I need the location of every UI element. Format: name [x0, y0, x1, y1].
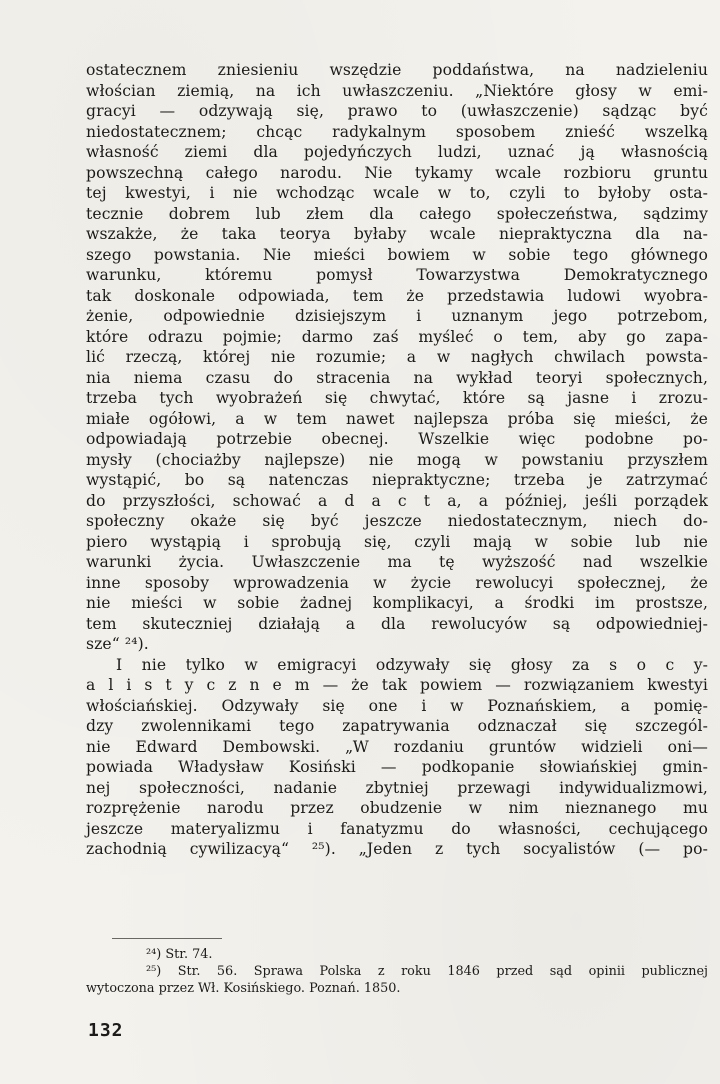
text-line: nej społeczności, nadanie zbytniej przewagi indywidualizmowi, [86, 778, 708, 797]
text-line: włościańskiej. Odzywały się one i w Poznańskiem, a pomię- [86, 696, 708, 715]
main-text [86, 60, 708, 860]
text-line: do przyszłości, schować a d a c t a, a później, jeśli porządek [86, 491, 708, 510]
text-line: nie Edward Dembowski. „W rozdaniu gruntów widzieli oni— [86, 737, 708, 756]
footnote-25: ²⁵) Str. 56. Sprawa Polska z roku 1846 przed sąd opinii publicznej [146, 964, 708, 979]
paragraph-end-line: sze“ ²⁴). [86, 635, 149, 653]
text-line: społeczny okaże się być jeszcze niedostatecznym, niech do- [86, 512, 708, 530]
text-line: rozprężenie narodu przez obudzenie w nim nieznanego mu [86, 799, 708, 817]
footnote-25-continued: wytoczona przez Wł. Kosińskiego. Poznań. 1850. [86, 981, 401, 996]
text-line: a l i s t y c z n e m — że tak powiem — rozwiązaniem kwestyi [86, 676, 708, 694]
text-line: mysły (chociażby najlepsze) nie mogą w powstaniu przyszłem [86, 450, 708, 469]
text-line: zachodnią cywilizacyą“ ²⁵). „Jeden z tych socyalistów (— po- [86, 840, 708, 858]
text-line: które odrazu pojmie; darmo zaś myśleć o tem, aby go zapa- [86, 327, 708, 346]
text-line: jeszcze materyalizmu i fanatyzmu do własności, cechującego [86, 819, 708, 838]
footnotes [86, 946, 708, 997]
text-line: niedostatecznem; chcąc radykalnym sposobem znieść wszelką [86, 122, 708, 141]
text-line: trzeba tych wyobrażeń się chwytać, które są jasne i zrozu- [86, 389, 708, 407]
text-line: odpowiadają potrzebie obecnej. Wszelkie więc podobne po- [86, 430, 708, 448]
text-line: warunku, któremu pomysł Towarzystwa Demokratycznego [86, 266, 708, 284]
text-line: tak doskonale odpowiada, tem że przedstawia ludowi wyobra- [86, 286, 708, 305]
text-line: tem skuteczniej działają a dla rewolucyów są odpowiedniej- [86, 614, 708, 633]
text-line: własność ziemi dla pojedyńczych ludzi, uznać ją własnością [86, 143, 708, 161]
text-line: powiada Władysław Kosiński — podkopanie słowiańskiej gmin- [86, 758, 708, 776]
text-line: wystąpić, bo są natenczas niepraktyczne; trzeba je zatrzymać [86, 471, 708, 489]
paragraph-start-line: I nie tylko w emigracyi odzywały się głosy za s o c y- [116, 655, 708, 674]
text-line: ostatecznem zniesieniu wszędzie poddaństwa, na nadzieleniu [86, 61, 708, 79]
text-line: tej kwestyi, i nie wchodząc wcale w to, czyli to byłoby osta- [86, 184, 708, 202]
text-line: miałe ogółowi, a w tem nawet najlepsza próba się mieści, że [86, 409, 708, 428]
text-line: piero wystąpią i sprobują się, czyli mają w sobie lub nie [86, 532, 708, 551]
text-line: warunki życia. Uwłaszczenie ma tę wyższość nad wszelkie [86, 553, 708, 571]
page-number: 132 [88, 1020, 124, 1041]
footnote-divider [112, 938, 222, 939]
text-line: powszechną całego narodu. Nie tykamy wcale rozbioru gruntu [86, 163, 708, 182]
text-line: nia niema czasu do stracenia na wykład teoryi społecznych, [86, 368, 708, 387]
text-line: wszakże, że taka teorya byłaby wcale niepraktyczna dla na- [86, 225, 708, 243]
text-line: szego powstania. Nie mieści bowiem w sobie tego głównego [86, 245, 708, 264]
text-line: gracyi — odzywają się, prawo to (uwłaszczenie) sądząc być [86, 102, 708, 120]
text-line: lić rzeczą, której nie rozumie; a w nagłych chwilach powsta- [86, 348, 708, 366]
text-line: tecznie dobrem lub złem dla całego społeczeństwa, sądzimy [86, 204, 708, 223]
text-line: inne sposoby wprowadzenia w życie rewolucyi społecznej, że [86, 573, 708, 592]
text-line: nie mieści w sobie żadnej komplikacyi, a środki im prostsze, [86, 594, 708, 612]
text-line: włościan ziemią, na ich uwłaszczeniu. „Niektóre głosy w emi- [86, 81, 708, 100]
text-line: żenie, odpowiednie dzisiejszym i uznanym jego potrzebom, [86, 307, 708, 325]
footnote-24: ²⁴) Str. 74. [146, 947, 213, 962]
text-line: dzy zwolennikami tego zapatrywania odznaczał się szczegól- [86, 717, 708, 735]
